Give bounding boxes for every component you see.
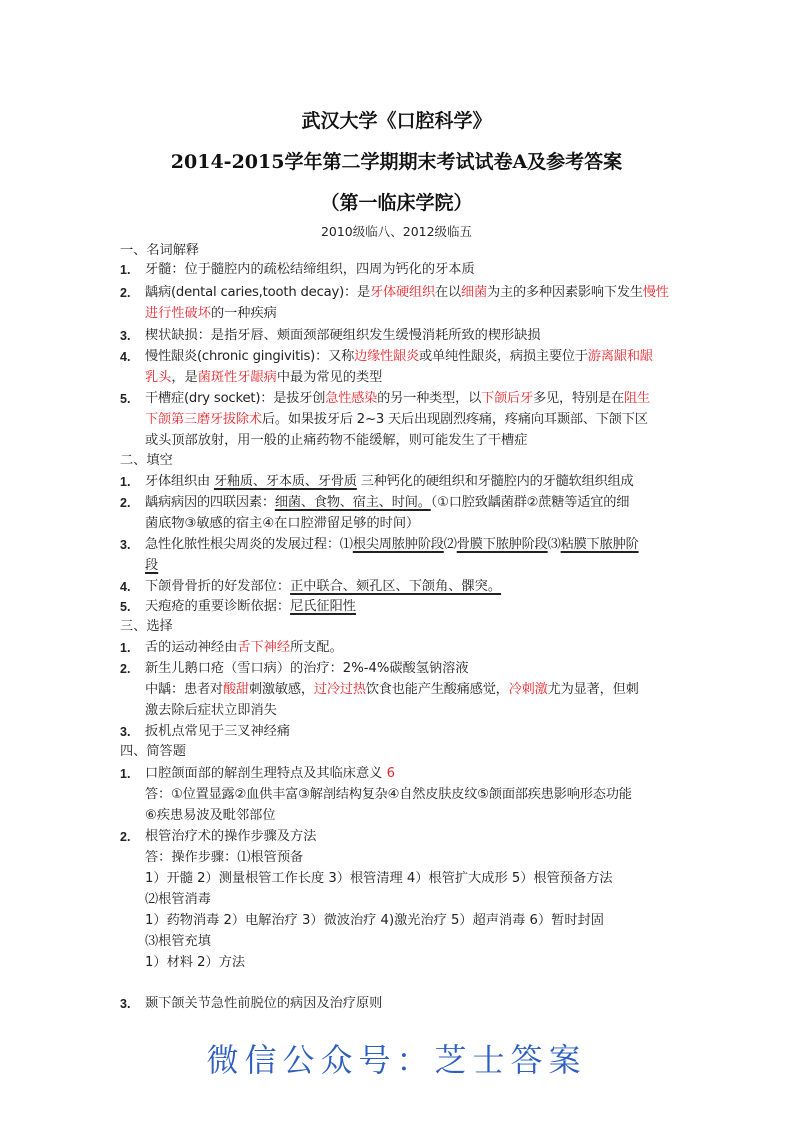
item-number: 4.	[120, 350, 131, 364]
line-text	[145, 848, 303, 868]
text-run: 舌的运动神经由	[145, 640, 238, 655]
text-run: 天疱疮的重要诊断依据：	[145, 599, 291, 614]
text-run: 急性化脓性根尖周炎的发展过程：⑴	[145, 537, 353, 552]
text-line	[0, 827, 793, 847]
item-number: 3.	[120, 329, 131, 343]
section-heading	[0, 451, 793, 471]
line-text	[145, 389, 650, 409]
line-text	[145, 911, 604, 931]
section-heading-text: 四、简答题	[120, 744, 186, 759]
underlined-answer: 段	[145, 558, 159, 573]
text-line	[0, 953, 793, 973]
highlighted-text: 牙体硬组织	[370, 285, 435, 300]
text-run: 答：操作步骤：⑴根管预备	[145, 850, 304, 865]
text-line	[0, 701, 793, 721]
text-run: 牙髓：位于髓腔内的疏松结缔组织，四周为钙化的牙本质	[145, 262, 475, 277]
text-line	[0, 431, 793, 451]
underlined-answer: 细菌、食物、宿主、时间。	[274, 495, 431, 510]
line-text	[145, 535, 639, 555]
text-run: 慢性龈炎(chronic gingivitis)：又称	[145, 349, 355, 364]
text-line	[0, 597, 793, 617]
highlighted-text: 慢性	[642, 285, 669, 300]
text-run: 激去除后症状立即消失	[145, 703, 277, 718]
text-run: 或单纯性龈炎，病损主要位于	[419, 349, 588, 364]
underlined-answer: 根尖周脓肿阶段	[352, 537, 444, 552]
highlighted-text: 阻生	[623, 391, 650, 406]
item-number: 2.	[120, 830, 131, 844]
text-run: ⑥疾患易波及毗邻部位	[145, 808, 276, 823]
text-run: 为主的多种因素影响下发生	[486, 285, 643, 300]
college-title: （第一临床学院）	[320, 192, 473, 214]
line-text	[145, 514, 419, 534]
highlighted-text: 下颌后牙	[481, 391, 534, 406]
text-line	[0, 806, 793, 826]
highlighted-text: 过冷过热	[313, 682, 366, 697]
line-text	[145, 304, 277, 324]
highlighted-text: 边缘性龈炎	[354, 349, 420, 364]
text-line	[0, 514, 793, 534]
text-line	[0, 869, 793, 889]
text-line	[0, 283, 793, 303]
line-text	[145, 764, 395, 784]
highlighted-text: 菌斑性牙龈病	[197, 370, 277, 385]
text-run: （①口腔致龋菌群②蔗糖等适宜的细	[430, 495, 630, 510]
line-text	[145, 785, 632, 805]
line-text	[145, 890, 211, 910]
underlined-answer: 骨膜下脓肿阶段	[456, 537, 548, 552]
line-text	[145, 994, 382, 1014]
text-run: 龋病(dental caries,tooth decay)：是	[145, 285, 371, 300]
text-run: 1）材料 2）方法	[145, 955, 246, 970]
highlighted-text: 进行性破坏	[145, 306, 211, 321]
text-run: 菌底物③敏感的宿主④在口腔滞留足够的时间）	[145, 516, 420, 531]
text-run: 三种钙化的硬组织和牙髓腔内的牙髓软组织组成	[356, 474, 634, 489]
item-number: 2.	[120, 662, 131, 676]
text-run: 颞下颌关节急性前脱位的病因及治疗原则	[145, 996, 383, 1011]
highlighted-text: 冷刺激	[508, 682, 548, 697]
item-number: 3.	[120, 725, 131, 739]
item-number: 3.	[120, 997, 131, 1011]
text-line	[0, 304, 793, 324]
text-run: ，是	[171, 370, 198, 385]
text-line	[0, 368, 793, 388]
text-line	[0, 535, 793, 555]
item-number: 1.	[120, 263, 131, 277]
text-run: 所支配。	[290, 640, 343, 655]
text-line	[0, 890, 793, 910]
section-heading-text: 三、选择	[120, 619, 173, 634]
section-heading-text: 一、名词解释	[120, 243, 200, 258]
text-run: 口腔颌面部的解剖生理特点及其临床意义	[145, 766, 387, 781]
text-run: 扳机点常见于三叉神经痛	[145, 724, 291, 739]
text-run: 饮食也能产生酸痛感觉，	[365, 682, 509, 697]
text-run: 刺激敏感，	[248, 682, 314, 697]
highlighted-text: 酸甜	[222, 682, 249, 697]
text-run: ⑵	[443, 537, 457, 552]
highlighted-text: 6	[386, 766, 395, 781]
line-text	[145, 680, 639, 700]
line-text	[145, 347, 653, 367]
item-number: 5.	[120, 600, 131, 614]
text-run: 在以	[434, 285, 461, 300]
line-text	[145, 410, 648, 430]
item-number: 2.	[120, 496, 131, 510]
text-line	[0, 389, 793, 409]
text-run: ⑶	[547, 537, 561, 552]
text-line	[0, 347, 793, 367]
line-text	[145, 493, 629, 513]
underlined-answer: 正中联合、颏孔区、下颌角、髁突。	[290, 579, 502, 594]
underlined-answer: 粘膜下脓肿阶	[560, 537, 639, 552]
document-title: 武汉大学《口腔科学》	[301, 110, 492, 132]
text-run: ⑶根管充填	[145, 934, 211, 949]
line-text	[145, 827, 316, 847]
text-run: 的另一种类型，以	[377, 391, 482, 406]
line-text	[145, 597, 356, 617]
line-text	[145, 659, 469, 679]
highlighted-text: 乳头	[145, 370, 172, 385]
line-text	[145, 722, 290, 742]
section-heading-text: 二、填空	[120, 453, 173, 468]
line-text	[145, 326, 541, 346]
text-line	[0, 994, 793, 1014]
line-text	[145, 472, 634, 492]
text-run: 中龋：患者对	[145, 682, 223, 697]
text-run: 多见，特别是在	[533, 391, 624, 406]
text-line	[0, 410, 793, 430]
item-number: 2.	[120, 286, 131, 300]
highlighted-text: 下颌第三磨牙拔除术	[145, 412, 262, 427]
text-line	[0, 260, 793, 280]
line-text	[145, 368, 382, 388]
item-number: 4.	[120, 580, 131, 594]
text-run: 1）开髓 2）测量根管工作长度 3）根管清理 4）根管扩大成形 5）根管预备方法	[145, 871, 613, 886]
text-run: 或头顶部放射，用一般的止痛药物不能缓解，则可能发生了干槽症	[145, 433, 528, 448]
text-run: ⑵根管消毒	[145, 892, 211, 907]
text-line	[0, 722, 793, 742]
text-run: 的一种疾病	[210, 306, 277, 321]
text-run: 干槽症(dry socket)：是拔牙创	[145, 391, 326, 406]
line-text	[145, 638, 343, 658]
text-line	[0, 680, 793, 700]
text-line	[0, 932, 793, 952]
underlined-answer: 牙釉质、牙本质、牙骨质	[213, 474, 357, 489]
text-line	[0, 785, 793, 805]
section-heading	[0, 617, 793, 637]
text-line	[0, 493, 793, 513]
underlined-answer: 尼氏征阳性	[290, 599, 356, 614]
item-number: 1.	[120, 767, 131, 781]
item-number: 3.	[120, 538, 131, 552]
text-run: 答：①位置显露②血供丰富③解剖结构复杂④自然皮肤皮纹⑤颌面部疾患影响形态功能	[145, 787, 632, 802]
line-text	[145, 953, 245, 973]
text-run: 后。如果拔牙后 2~3 天后出现剧烈疼痛，疼痛向耳颞部、下颌下区	[261, 412, 648, 427]
text-line	[0, 556, 793, 576]
highlighted-text: 细菌	[460, 285, 487, 300]
line-text	[145, 701, 277, 721]
section-heading	[0, 241, 793, 261]
text-line	[0, 472, 793, 492]
line-text	[145, 932, 211, 952]
text-run: 根管治疗术的操作步骤及方法	[145, 829, 317, 844]
line-text	[145, 283, 669, 303]
line-text	[145, 869, 613, 889]
line-text	[145, 431, 527, 451]
text-run: 牙体组织由	[145, 474, 214, 489]
item-number: 1.	[120, 641, 131, 655]
text-line	[0, 911, 793, 931]
line-text	[145, 260, 475, 280]
exam-title: 2014-2015学年第二学期期末考试试卷A及参考答案	[170, 151, 623, 173]
highlighted-text: 急性感染	[325, 391, 378, 406]
text-line	[0, 638, 793, 658]
highlighted-text: 舌下神经	[237, 640, 291, 655]
line-text	[145, 556, 158, 576]
text-line	[0, 577, 793, 597]
text-run: 新生儿鹅口疮（雪口病）的治疗：2%-4%碳酸氢钠溶液	[145, 661, 469, 676]
class-subtitle: 2010级临八、2012级临五	[320, 224, 473, 239]
item-number: 1.	[120, 475, 131, 489]
highlighted-text: 游离龈和龈	[587, 349, 653, 364]
text-run: 中最为常见的类型	[276, 370, 383, 385]
text-run: 1）药物消毒 2）电解治疗 3）微波治疗 4)激光治疗 5）超声消毒 6）暂时封固	[145, 913, 604, 928]
text-run: 龋病病因的四联因素：	[145, 495, 275, 510]
text-run: 下颌骨骨折的好发部位：	[145, 579, 291, 594]
text-line	[0, 848, 793, 868]
text-line	[0, 326, 793, 346]
text-line	[0, 764, 793, 784]
text-line	[0, 659, 793, 679]
section-heading	[0, 742, 793, 762]
line-text	[145, 577, 501, 597]
watermark: 微信公众号：芝士答案	[206, 1041, 587, 1079]
text-run: 尤为显著，但刺	[547, 682, 639, 697]
item-number: 5.	[120, 392, 131, 406]
text-run: 楔状缺损：是指牙唇、颊面颈部硬组织发生缓慢消耗所致的楔形缺损	[145, 328, 541, 343]
line-text	[145, 806, 276, 826]
